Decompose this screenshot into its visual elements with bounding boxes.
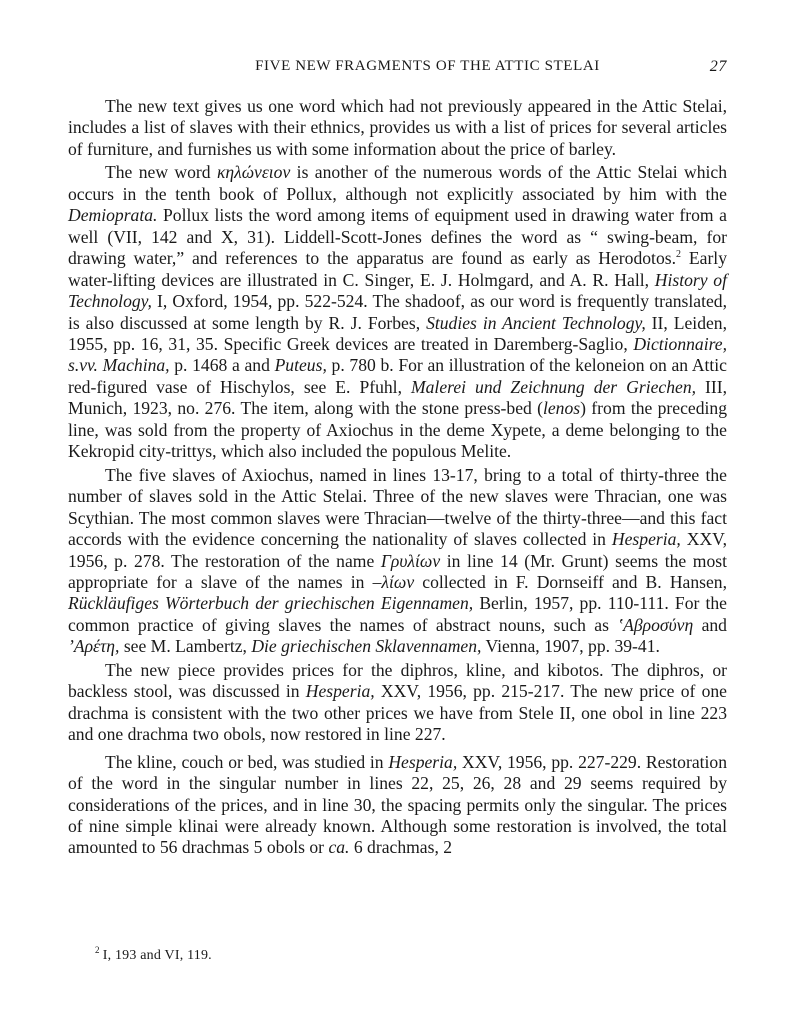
page (68, 58, 727, 861)
text-run: Berlin, 1957, pp. 110-111. For the common practice of giving slaves the names of abstract nouns, such as (68, 593, 727, 635)
italic-run: Demioprata. (68, 205, 158, 226)
text-run: Early water-lifting devices are illustrated in C. Singer, E. J. Holmgard, and A. R. Hall, (68, 248, 727, 290)
footnote (95, 945, 212, 964)
footnote-reference[interactable]: 2 (675, 249, 681, 261)
italic-run: Die griechischen Sklavennamen, (251, 636, 482, 657)
italic-run: Dictionnaire, s.vv. Machina, (68, 333, 727, 376)
text-run: The kline, couch or bed, was studied in (105, 751, 389, 772)
greek-word: Γρυλίων (380, 550, 441, 571)
paragraph-1 (68, 96, 727, 160)
paragraph-3 (68, 465, 727, 658)
text-run: The new word (105, 162, 217, 183)
text-run: XXV, 1956, p. 278. The restoration of the name (68, 529, 727, 571)
text-run: ) from the preceding line, was sold from the property of Axiochus in the deme Xypete, a deme belonging to the Kekropid city-trittys, which also included the populous Melite. (68, 398, 727, 462)
italic-run: Hesperia, (388, 751, 458, 772)
text-run: XXV, 1956, pp. 227-229. Restoration of the word in the singular number in lines 22, 25, 26, 28 and 29 seems required by considerations of the prices, and in line 30, the spacing permits only the singular. The prices of nine simple klinai were already known. Although some restoration is involved, the total amounted to 56 drachmas 5 obols or (68, 751, 727, 858)
text-run: collected in F. Dornseiff and B. Hansen, (414, 571, 727, 592)
text-run: is another of the numerous words of the Attic Stelai which occurs in the tenth book of Pollux, although not explicitly associated by him with the (68, 162, 727, 204)
running-title: FIVE NEW FRAGMENTS OF THE ATTIC STELAI (255, 58, 600, 74)
text-run: The five slaves of Axiochus, named in lines 13-17, bring to a total of thirty-three the number of slaves sold in the Attic Stelai. Three of the new slaves were Thracian, one was Scythian. The most common slaves were Thracian—twelve of the thirty-three—and this fact accords with the evidence concerning the nationality of slaves collected in (68, 464, 727, 550)
footnote-mark: 2 (95, 945, 100, 956)
italic-run: Studies in Ancient Technology, (426, 312, 646, 333)
italic-run: Hesperia, (611, 529, 681, 550)
italic-run: Puteus, (274, 355, 327, 376)
text-run: and (693, 614, 727, 635)
italic-run: lenos (542, 398, 581, 419)
text-run: p. 1468 a and (169, 355, 275, 376)
body-text (68, 96, 727, 859)
greek-word: ʼΑρέτη, (68, 636, 120, 657)
footnote-text: I, 193 and VI, 119. (102, 948, 212, 963)
page-number: 27 (709, 58, 727, 75)
text-run: see M. Lambertz, (119, 636, 252, 657)
text-run: p. 780 b. For an illustration of the keloneion on an Attic red-figured vase of Hischylos, see E. Pfuhl, (68, 355, 727, 397)
paragraph-2 (68, 162, 727, 462)
text-run: 6 drachmas, 2 (349, 837, 453, 858)
italic-run: Malerei und Zeichnung der Griechen, (410, 376, 697, 397)
italic-run: History of Technology, (68, 269, 727, 312)
greek-word: κηλώνειον (216, 162, 291, 183)
text-run: The new text gives us one word which had not previously appeared in the Attic Stelai, includes a list of slaves with their ethnics, provides us with a list of prices for several articles of furniture, and furnishes us with some information about the price of barley. (68, 96, 727, 159)
paragraph-4 (68, 660, 727, 746)
italic-run: ca. (328, 837, 350, 858)
text-run: in line 14 (Mr. Grunt) seems the most appropriate for a slave of the names in (68, 550, 727, 592)
text-run: XXV, 1956, pp. 215-217. The new price of one drachma is consistent with the two other prices we have from Stele II, one obol in line 223 and one drachma two obols, now restored in line 227. (68, 681, 727, 745)
greek-word: ʽΑβροσύνη (617, 614, 694, 635)
text-run: III, Munich, 1923, no. 276. The item, along with the stone press-bed ( (68, 376, 727, 419)
text-run: Vienna, 1907, pp. 39-41. (481, 636, 660, 657)
text-run: I, Oxford, 1954, pp. 522-524. The shadoof, as our word is frequently translated, is also discussed at some length by R. J. Forbes, (68, 291, 727, 333)
text-run: The new piece provides prices for the diphros, kline, and kibotos. The diphros, or backless stool, was discussed in (68, 659, 727, 702)
italic-run: Rückläufiges Wörterbuch der griechischen Eigennamen, (68, 593, 474, 614)
italic-run: Hesperia, (305, 681, 375, 702)
greek-word: –λίων (372, 571, 415, 592)
text-run: Pollux lists the word among items of equipment used in drawing water from a well (VII, 142 and X, 31). Liddell-Scott-Jones defines the word as “ swing-beam, for drawing water,” and references to the apparatus are found as early as Herodotos. (68, 205, 727, 269)
running-head (68, 58, 727, 82)
paragraph-5 (68, 752, 727, 859)
text-run: II, Leiden, 1955, pp. 16, 31, 35. Specific Greek devices are treated in Daremberg-Saglio, (68, 312, 727, 354)
